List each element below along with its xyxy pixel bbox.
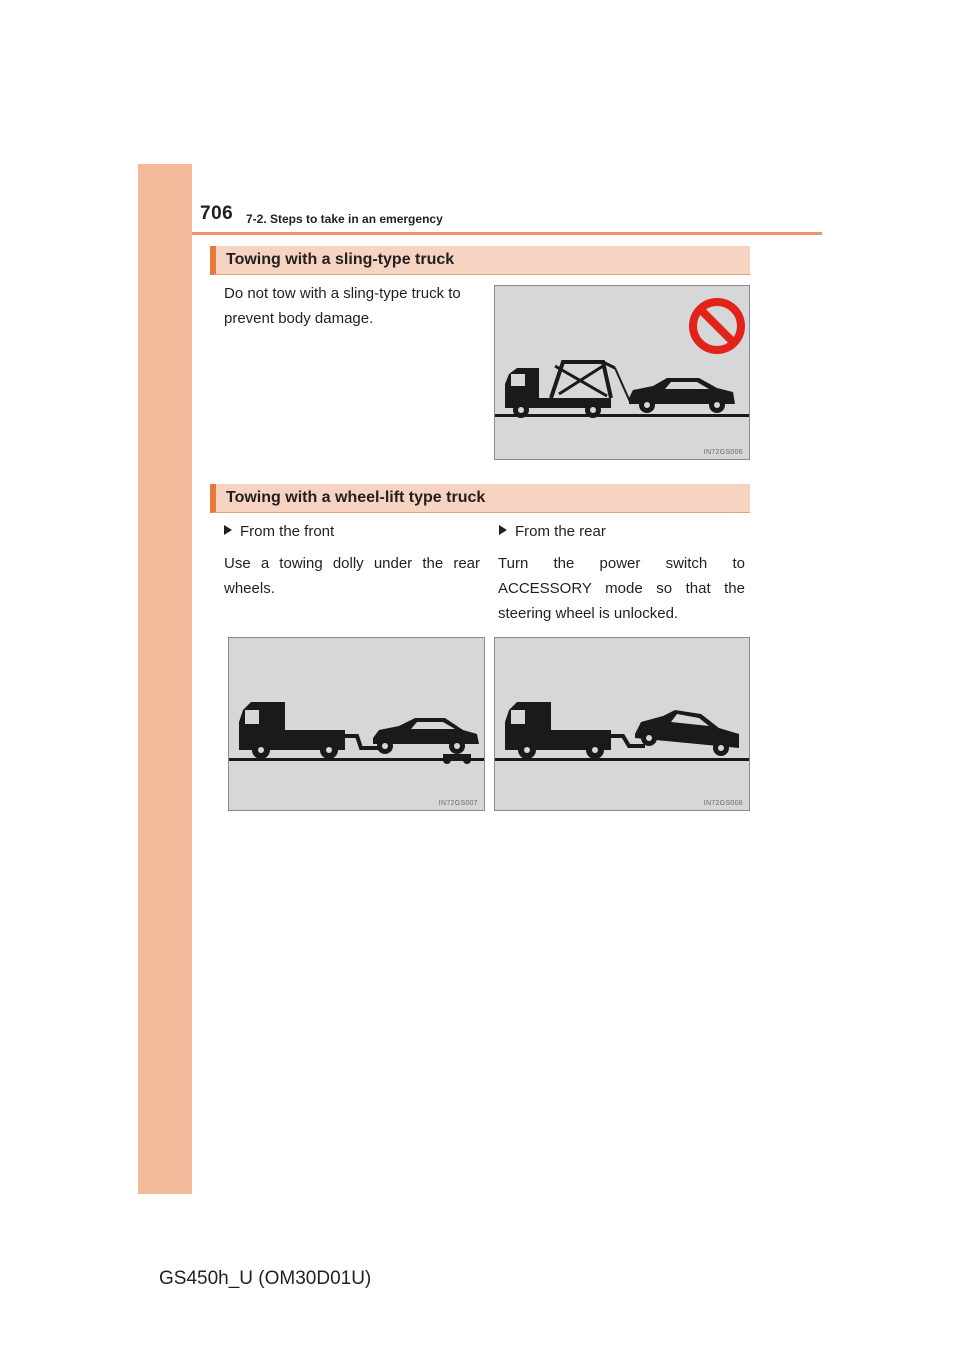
header-divider [192,232,822,235]
section-heading-text: Towing with a sling-type truck [226,251,455,268]
page-number: 706 [200,203,234,224]
sling-truck-illustration [494,285,750,460]
bullet-from-rear [499,522,606,542]
rear-tow-instruction: Turn the power switch to ACCESSORY mode so that the steering wheel is unlocked. [498,555,745,622]
bullet-label: From the front [240,523,335,540]
sling-type-instruction: Do not tow with a sling-type truck to prevent body damage. [224,285,461,327]
figure-id: IN72GS007 [438,800,478,807]
chapter-title: 7-2. Steps to take in an emergency [246,212,443,226]
bullet-label: From the rear [515,523,606,540]
chapter-sidebar-tab [138,164,192,1194]
figure-id: IN72GS008 [703,800,743,807]
section-heading-sling-type [210,246,750,275]
bullet-triangle-icon [224,525,232,535]
bullet-from-front [224,522,334,542]
front-tow-instruction: Use a towing dolly under the rear wheels. [224,555,480,597]
prohibited-icon [495,286,750,460]
figure-id: IN72GS006 [703,449,743,456]
section-heading-wheel-lift [210,484,750,513]
bullet-triangle-icon [499,525,507,535]
wheel-lift-front-illustration [228,637,485,811]
manual-model-code: GS450h_U (OM30D01U) [159,1268,372,1289]
section-heading-text: Towing with a wheel-lift type truck [226,489,486,506]
wheel-lift-rear-illustration [494,637,750,811]
